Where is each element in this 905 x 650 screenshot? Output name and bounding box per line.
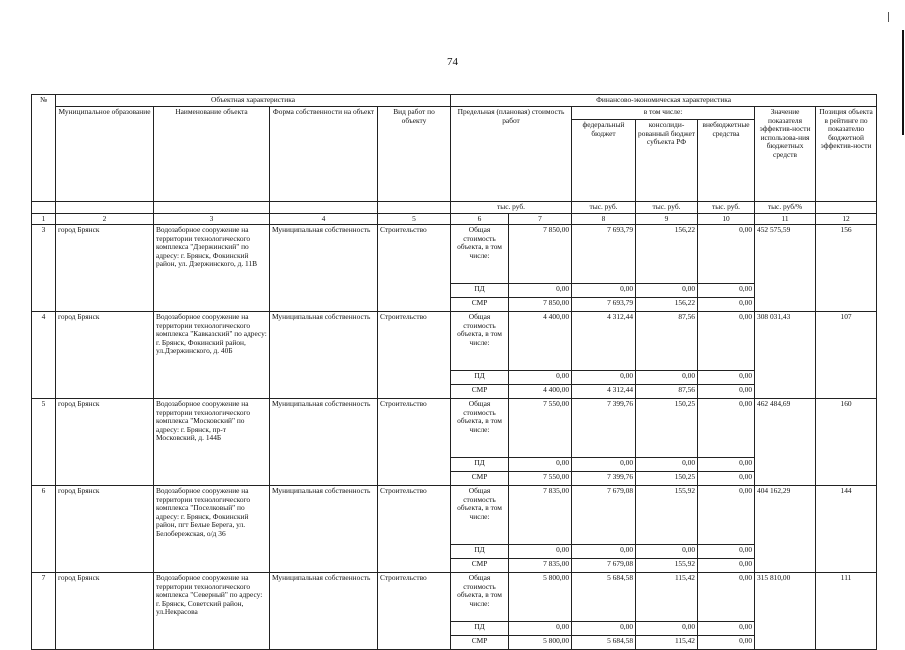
smr-extrabudget-cell: 0,00 — [698, 472, 755, 486]
row-number: 6 — [32, 486, 56, 573]
header-position: Позиция объекта в рейтинге по показателю бюджетной эффектив-ности — [816, 107, 877, 202]
pd-extrabudget-cell: 0,00 — [698, 545, 755, 559]
total-consolidated-cell: 87,56 — [636, 312, 698, 371]
total-label-cell: Общая стоимость объекта, в том числе: — [451, 486, 509, 545]
object-table — [31, 94, 877, 650]
total-extrabudget-cell: 0,00 — [698, 399, 755, 458]
position-cell: 160 — [816, 399, 877, 486]
object-name-cell: Водозаборное сооружение на территории технологического комплекса "Северный" по адресу: г. Брянск, Советский район, ул.Некрасова — [154, 573, 270, 650]
pd-extrabudget-cell: 0,00 — [698, 458, 755, 472]
total-federal-cell: 7 679,08 — [572, 486, 636, 545]
smr-federal-cell: 7 693,79 — [572, 298, 636, 312]
indicator-cell: 315 810,00 — [755, 573, 816, 650]
total-cost-cell: 7 835,00 — [509, 486, 572, 545]
municipality-cell: город Брянск — [56, 312, 154, 399]
total-consolidated-cell: 150,25 — [636, 399, 698, 458]
pd-label-cell: ПД — [451, 371, 509, 385]
municipality-cell: город Брянск — [56, 486, 154, 573]
smr-consolidated-cell: 155,92 — [636, 559, 698, 573]
pd-label-cell: ПД — [451, 545, 509, 559]
header-financial-characteristic: Финансово-экономическая характеристика — [451, 95, 877, 107]
ownership-cell: Муниципальная собственность — [270, 312, 378, 399]
total-extrabudget-cell: 0,00 — [698, 486, 755, 545]
pd-federal-cell: 0,00 — [572, 622, 636, 636]
smr-federal-cell: 7 679,08 — [572, 559, 636, 573]
header-consolidated: консолиди-рованный бюджет субъекта РФ — [636, 120, 698, 202]
header-extrabudget: внебюджетные средства — [698, 120, 755, 202]
object-name-cell: Водозаборное сооружение на территории технологического комплекса "Поселковый" по адресу: г. Брянск, Фокинский район, пгт Белые Берега, ул. Белобережская, о/д 36 — [154, 486, 270, 573]
table-row — [32, 573, 877, 622]
position-cell: 156 — [816, 225, 877, 312]
indicator-cell: 404 162,29 — [755, 486, 816, 573]
smr-cost-cell: 5 800,00 — [509, 636, 572, 650]
pd-federal-cell: 0,00 — [572, 371, 636, 385]
municipality-cell: город Брянск — [56, 573, 154, 650]
table-row — [32, 225, 877, 284]
total-consolidated-cell: 155,92 — [636, 486, 698, 545]
col-number: 9 — [636, 213, 698, 225]
smr-extrabudget-cell: 0,00 — [698, 559, 755, 573]
ownership-cell: Муниципальная собственность — [270, 225, 378, 312]
total-cost-cell: 5 800,00 — [509, 573, 572, 622]
pd-federal-cell: 0,00 — [572, 545, 636, 559]
total-cost-cell: 7 550,00 — [509, 399, 572, 458]
ownership-cell: Муниципальная собственность — [270, 399, 378, 486]
page-number: 74 — [447, 56, 458, 68]
smr-label-cell: СМР — [451, 298, 509, 312]
smr-label-cell: СМР — [451, 636, 509, 650]
total-consolidated-cell: 115,42 — [636, 573, 698, 622]
scan-edge-mark — [902, 30, 904, 135]
smr-federal-cell: 7 399,76 — [572, 472, 636, 486]
header-no: № — [32, 95, 56, 202]
smr-federal-cell: 4 312,44 — [572, 385, 636, 399]
table-row — [32, 399, 877, 458]
smr-extrabudget-cell: 0,00 — [698, 636, 755, 650]
row-number: 5 — [32, 399, 56, 486]
column-numbers-row — [32, 213, 877, 225]
header-federal: федеральный бюджет — [572, 120, 636, 202]
col-number: 5 — [378, 213, 451, 225]
unit-consolidated: тыс. руб. — [636, 202, 698, 214]
pd-label-cell: ПД — [451, 458, 509, 472]
table-row — [32, 486, 877, 545]
total-extrabudget-cell: 0,00 — [698, 573, 755, 622]
header-municipality: Муниципальное образование — [56, 107, 154, 202]
header-object-name: Наименование объекта — [154, 107, 270, 202]
total-cost-cell: 7 850,00 — [509, 225, 572, 284]
header-limit-cost: Предельная (плановая) стоимость работ — [451, 107, 572, 202]
municipality-cell: город Брянск — [56, 225, 154, 312]
total-label-cell: Общая стоимость объекта, в том числе: — [451, 312, 509, 371]
object-name-cell: Водозаборное сооружение на территории технологического комплекса "Дзержинский" по адресу: г. Брянск, Фокинский район, ул. Дзержинского, д. 11В — [154, 225, 270, 312]
position-cell: 144 — [816, 486, 877, 573]
col-number: 1 — [32, 213, 56, 225]
total-label-cell: Общая стоимость объекта, в том числе: — [451, 573, 509, 622]
header-including: в том числе: — [572, 107, 755, 120]
total-consolidated-cell: 156,22 — [636, 225, 698, 284]
total-extrabudget-cell: 0,00 — [698, 312, 755, 371]
pd-consolidated-cell: 0,00 — [636, 622, 698, 636]
table-row — [32, 312, 877, 371]
total-federal-cell: 4 312,44 — [572, 312, 636, 371]
pd-cost-cell: 0,00 — [509, 371, 572, 385]
pd-label-cell: ПД — [451, 284, 509, 298]
municipality-cell: город Брянск — [56, 399, 154, 486]
row-number: 4 — [32, 312, 56, 399]
unit-federal: тыс. руб. — [572, 202, 636, 214]
pd-label-cell: ПД — [451, 622, 509, 636]
work-type-cell: Строительство — [378, 573, 451, 650]
indicator-cell: 462 484,69 — [755, 399, 816, 486]
smr-extrabudget-cell: 0,00 — [698, 385, 755, 399]
row-number: 7 — [32, 573, 56, 650]
pd-cost-cell: 0,00 — [509, 622, 572, 636]
work-type-cell: Строительство — [378, 312, 451, 399]
pd-extrabudget-cell: 0,00 — [698, 284, 755, 298]
indicator-cell: 308 031,43 — [755, 312, 816, 399]
header-object-characteristic: Объектная характеристика — [56, 95, 451, 107]
smr-consolidated-cell: 150,25 — [636, 472, 698, 486]
unit-indicator: тыс. руб/% — [755, 202, 816, 214]
smr-cost-cell: 7 550,00 — [509, 472, 572, 486]
smr-extrabudget-cell: 0,00 — [698, 298, 755, 312]
smr-label-cell: СМР — [451, 385, 509, 399]
ownership-cell: Муниципальная собственность — [270, 486, 378, 573]
unit-limit-cost: тыс. руб. — [451, 202, 572, 214]
smr-consolidated-cell: 115,42 — [636, 636, 698, 650]
pd-consolidated-cell: 0,00 — [636, 458, 698, 472]
pd-cost-cell: 0,00 — [509, 545, 572, 559]
smr-cost-cell: 7 835,00 — [509, 559, 572, 573]
indicator-cell: 452 575,59 — [755, 225, 816, 312]
smr-consolidated-cell: 156,22 — [636, 298, 698, 312]
col-number: 11 — [755, 213, 816, 225]
pd-federal-cell: 0,00 — [572, 458, 636, 472]
pd-consolidated-cell: 0,00 — [636, 545, 698, 559]
table-rows — [32, 225, 877, 650]
pd-consolidated-cell: 0,00 — [636, 371, 698, 385]
position-cell: 111 — [816, 573, 877, 650]
total-label-cell: Общая стоимость объекта, в том числе: — [451, 225, 509, 284]
smr-federal-cell: 5 684,58 — [572, 636, 636, 650]
total-extrabudget-cell: 0,00 — [698, 225, 755, 284]
total-federal-cell: 7 693,79 — [572, 225, 636, 284]
header-ownership: Форма собственности на объект — [270, 107, 378, 202]
col-number: 7 — [509, 213, 572, 225]
object-name-cell: Водозаборное сооружение на территории технологического комплекса "Московский" по адресу: г. Брянск, пр-т Московский, д. 144Б — [154, 399, 270, 486]
smr-cost-cell: 7 850,00 — [509, 298, 572, 312]
unit-extrabudget: тыс. руб. — [698, 202, 755, 214]
total-cost-cell: 4 400,00 — [509, 312, 572, 371]
pd-extrabudget-cell: 0,00 — [698, 622, 755, 636]
work-type-cell: Строительство — [378, 225, 451, 312]
pd-extrabudget-cell: 0,00 — [698, 371, 755, 385]
col-number: 8 — [572, 213, 636, 225]
work-type-cell: Строительство — [378, 486, 451, 573]
pd-consolidated-cell: 0,00 — [636, 284, 698, 298]
ownership-cell: Муниципальная собственность — [270, 573, 378, 650]
smr-label-cell: СМР — [451, 559, 509, 573]
total-federal-cell: 5 684,58 — [572, 573, 636, 622]
smr-consolidated-cell: 87,56 — [636, 385, 698, 399]
position-cell: 107 — [816, 312, 877, 399]
scan-edge-tick — [888, 12, 889, 22]
total-federal-cell: 7 399,76 — [572, 399, 636, 458]
pd-cost-cell: 0,00 — [509, 284, 572, 298]
col-number: 3 — [154, 213, 270, 225]
row-number: 3 — [32, 225, 56, 312]
pd-federal-cell: 0,00 — [572, 284, 636, 298]
smr-cost-cell: 4 400,00 — [509, 385, 572, 399]
work-type-cell: Строительство — [378, 399, 451, 486]
object-name-cell: Водозаборное сооружение на территории технологического комплекса "Кавказский" по адресу: г. Брянск, Фокинский район, ул.Дзержинского, д. 40Б — [154, 312, 270, 399]
col-number: 2 — [56, 213, 154, 225]
total-label-cell: Общая стоимость объекта, в том числе: — [451, 399, 509, 458]
header-indicator: Значение показателя эффектив-ности использова-ния бюджетных средств — [755, 107, 816, 202]
col-number: 6 — [451, 213, 509, 225]
header-work-type: Вид работ по объекту — [378, 107, 451, 202]
col-number: 4 — [270, 213, 378, 225]
smr-label-cell: СМР — [451, 472, 509, 486]
col-number: 10 — [698, 213, 755, 225]
pd-cost-cell: 0,00 — [509, 458, 572, 472]
col-number: 12 — [816, 213, 877, 225]
